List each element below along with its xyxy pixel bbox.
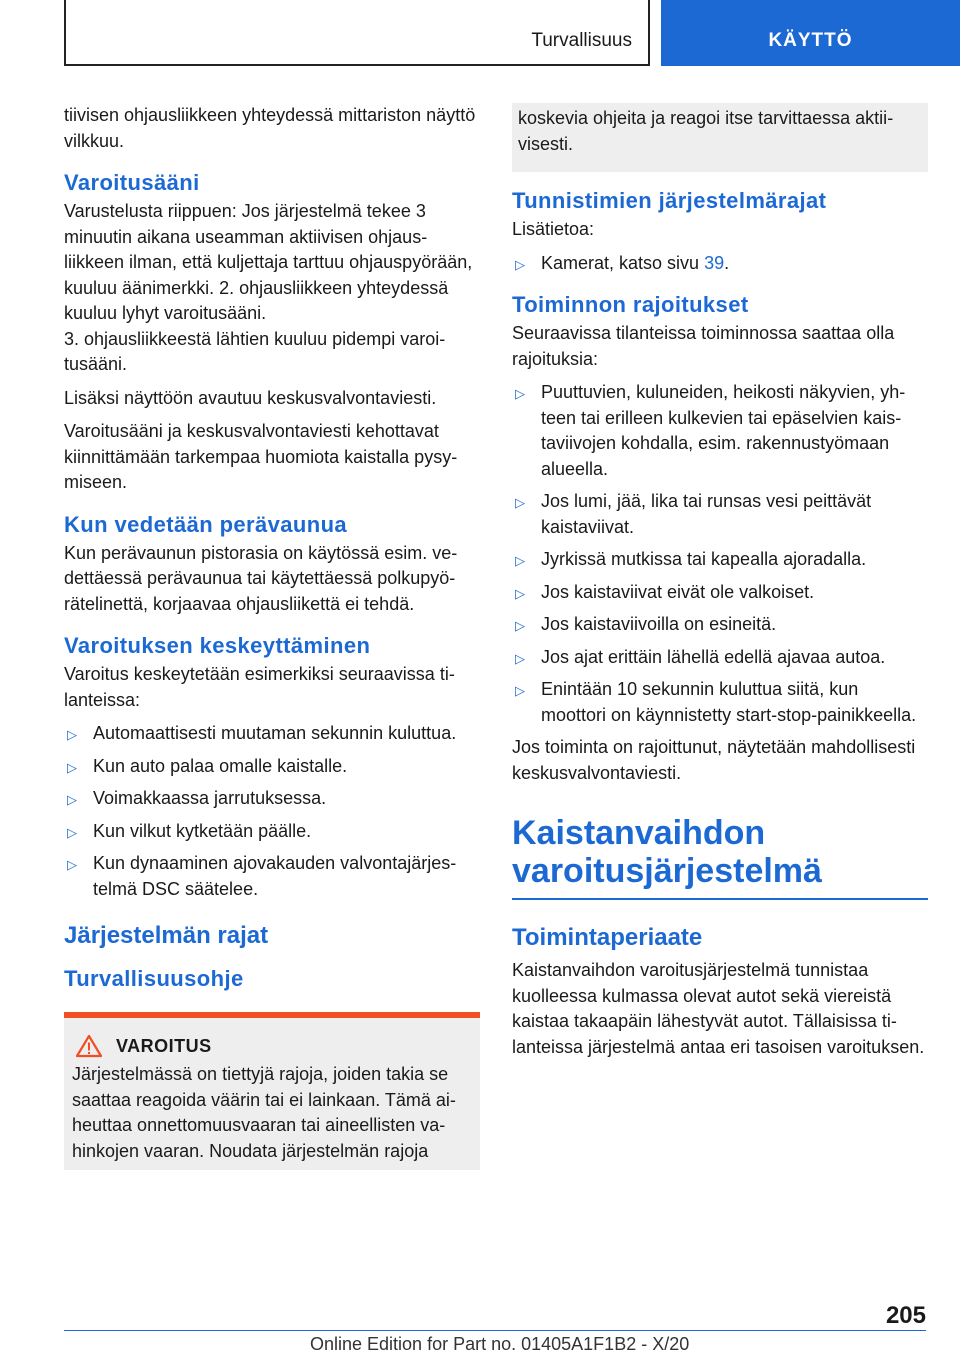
toimintaperiaate-paragraph: Kaistanvaihdon varoitusjärjestelmä tunnistaa kuolleessa kulmassa olevat autot sekä viereistä kaistaa takaapäin lähestyvät autot. Tällaisissa tilanteissa järjestelmä antaa eri tasoisen varoituksen. [512, 960, 925, 1057]
rajoitukset-paragraph-2: Jos toiminta on rajoittunut, näytetään mahdollisesti keskusvalvontaviesti. [512, 737, 916, 783]
header-chapter-tab[interactable] [661, 0, 960, 66]
list-item: ▷ Automaattisesti muutaman sekunnin kuluttua. [64, 721, 480, 747]
rajoitukset-list [512, 380, 928, 728]
list-item: ▷ Kun dynaaminen ajovakauden valvontajärjestelmä DSC säätelee. [67, 853, 457, 899]
varoitusaani-paragraph-1: Varustelusta riippuen: Jos järjestelmä tekee 3 minuutin aikana useamman aktiivisen ohjausliikkeen ilman, että kuljettaja tarttuu ohjauspyörään, kuuluu äänimerkki. 2. ohjausliikkeen yhteydessä kuuluu lyhyt varoitusääni. [64, 201, 473, 323]
bullet-triangle-icon: ▷ [67, 857, 77, 872]
list-item: ▷ Jos lumi, jää, lika tai runsas vesi peittävät kaistaviivat. [515, 491, 872, 537]
tunnistimet-paragraph: Lisätietoa: [512, 219, 595, 239]
warning-title: VAROITUS [116, 1035, 212, 1056]
tunnistimet-list [512, 251, 928, 277]
heading-varoitusaani: Varoitusääni [64, 170, 200, 195]
list-item: ▷ Puuttuvien, kuluneiden, heikosti näkyvien, yhteen tai erilleen kulkevien tai epäselvien kaistaviivojen kohdalla, esim. rakennustyömaan alueella. [515, 382, 906, 479]
warning-continuation-text: koskevia ohjeita ja reagoi itse tarvittaessa aktiivisesti. [518, 108, 894, 154]
heading-kaistanvaihto: Kaistanvaihdon varoitusjärjestelmä [512, 814, 928, 900]
header-section-box [64, 0, 650, 66]
warning-continuation-box [512, 103, 928, 172]
left-column [64, 103, 480, 1170]
header-section-title: Turvallisuus [531, 30, 632, 51]
page-reference-link[interactable]: 39 [704, 252, 725, 273]
bullet-triangle-icon: ▷ [515, 495, 525, 510]
bullet-triangle-icon: ▷ [515, 650, 525, 666]
footer-edition-text: Online Edition for Part no. 01405A1F1B2 - X/20 [310, 1334, 690, 1354]
header-chapter-title: KÄYTTÖ [768, 30, 853, 51]
heading-toimintaperiaate: Toimintaperiaate [512, 924, 703, 951]
bullet-triangle-icon: ▷ [515, 386, 525, 401]
footer-divider [64, 1330, 926, 1331]
right-column [512, 103, 928, 1068]
list-item: ▷ Jos ajat erittäin lähellä edellä ajavaa autoa. [512, 645, 928, 671]
bullet-triangle-icon: ▷ [515, 618, 525, 633]
peravaunu-paragraph: Kun perävaunun pistorasia on käytössä esim. vedettäessä perävaunua tai käytettäessä polkupyörätelinettä, korjaavaa ohjausliikettä ei tehdä. [64, 542, 458, 614]
list-item: ▷ Kun auto palaa omalle kaistalle. [64, 754, 480, 780]
warning-box [64, 1012, 480, 1170]
keskeyttaminen-paragraph: Varoitus keskeytetään esimerkiksi seuraavissa tilanteissa: [64, 664, 455, 710]
warning-header [72, 1034, 472, 1058]
list-item: ▷ Kamerat, katso sivu 39. [512, 251, 928, 277]
varoitusaani-paragraph-2: 3. ohjausliikkeestä lähtien kuuluu pidempi varoitusääni. [64, 328, 446, 374]
warning-text: Järjestelmässä on tiettyjä rajoja, joiden takia se saattaa reagoida väärin tai ei lainkaan. Tämä aiheuttaa onnettomuusvaaran tai aineellisten vahinkojen vaaran. Noudata järjestelmän rajoja [72, 1064, 456, 1161]
bullet-triangle-icon: ▷ [515, 585, 525, 601]
page-number: 205 [885, 1302, 926, 1329]
bullet-triangle-icon: ▷ [515, 683, 525, 698]
heading-peravaunu: Kun vedetään perävaunua [64, 511, 348, 537]
list-item: ▷ Jos kaistaviivoilla on esineitä. [512, 612, 928, 638]
bullet-triangle-icon: ▷ [67, 824, 77, 840]
bullet-triangle-icon: ▷ [67, 792, 77, 807]
heading-tunnistimet: Tunnistimien järjestelmärajat [512, 188, 827, 213]
list-item: ▷ Jos kaistaviivat eivät ole valkoiset. [512, 580, 928, 606]
bullet-triangle-icon: ▷ [515, 256, 525, 272]
bullet-triangle-icon: ▷ [67, 727, 77, 742]
varoitusaani-paragraph-3: Lisäksi näyttöön avautuu keskusvalvontaviesti. [64, 387, 437, 408]
warning-triangle-icon [76, 1034, 102, 1058]
heading-keskeyttaminen: Varoituksen keskeyttäminen [64, 633, 371, 658]
intro-paragraph: tiivisen ohjausliikkeen yhteydessä mittariston näyttö vilkkuu. [64, 105, 476, 151]
list-item: ▷ Kun vilkut kytketään päälle. [64, 819, 480, 845]
list-item: ▷ Enintään 10 sekunnin kuluttua siitä, kun moottori on käynnistetty start-stop-painikkeella. [515, 679, 917, 725]
heading-turvallisuusohje: Turvallisuusohje [64, 966, 244, 991]
heading-jarjestelman-rajat: Järjestelmän rajat [64, 922, 269, 949]
keskeyttaminen-list [64, 721, 480, 902]
bullet-triangle-icon: ▷ [515, 553, 525, 568]
varoitusaani-paragraph-4: Varoitusääni ja keskusvalvontaviesti kehottavat kiinnittämään tarkempaa huomiota kaistalla pysymiseen. [64, 421, 458, 492]
rajoitukset-paragraph: Seuraavissa tilanteissa toiminnossa saattaa olla rajoituksia: [512, 323, 895, 369]
list-item: ▷ Voimakkaassa jarrutuksessa. [64, 786, 480, 812]
heading-rajoitukset: Toiminnon rajoitukset [512, 292, 749, 317]
list-item: ▷ Jyrkissä mutkissa tai kapealla ajoradalla. [512, 547, 928, 573]
bullet-triangle-icon: ▷ [67, 759, 77, 775]
